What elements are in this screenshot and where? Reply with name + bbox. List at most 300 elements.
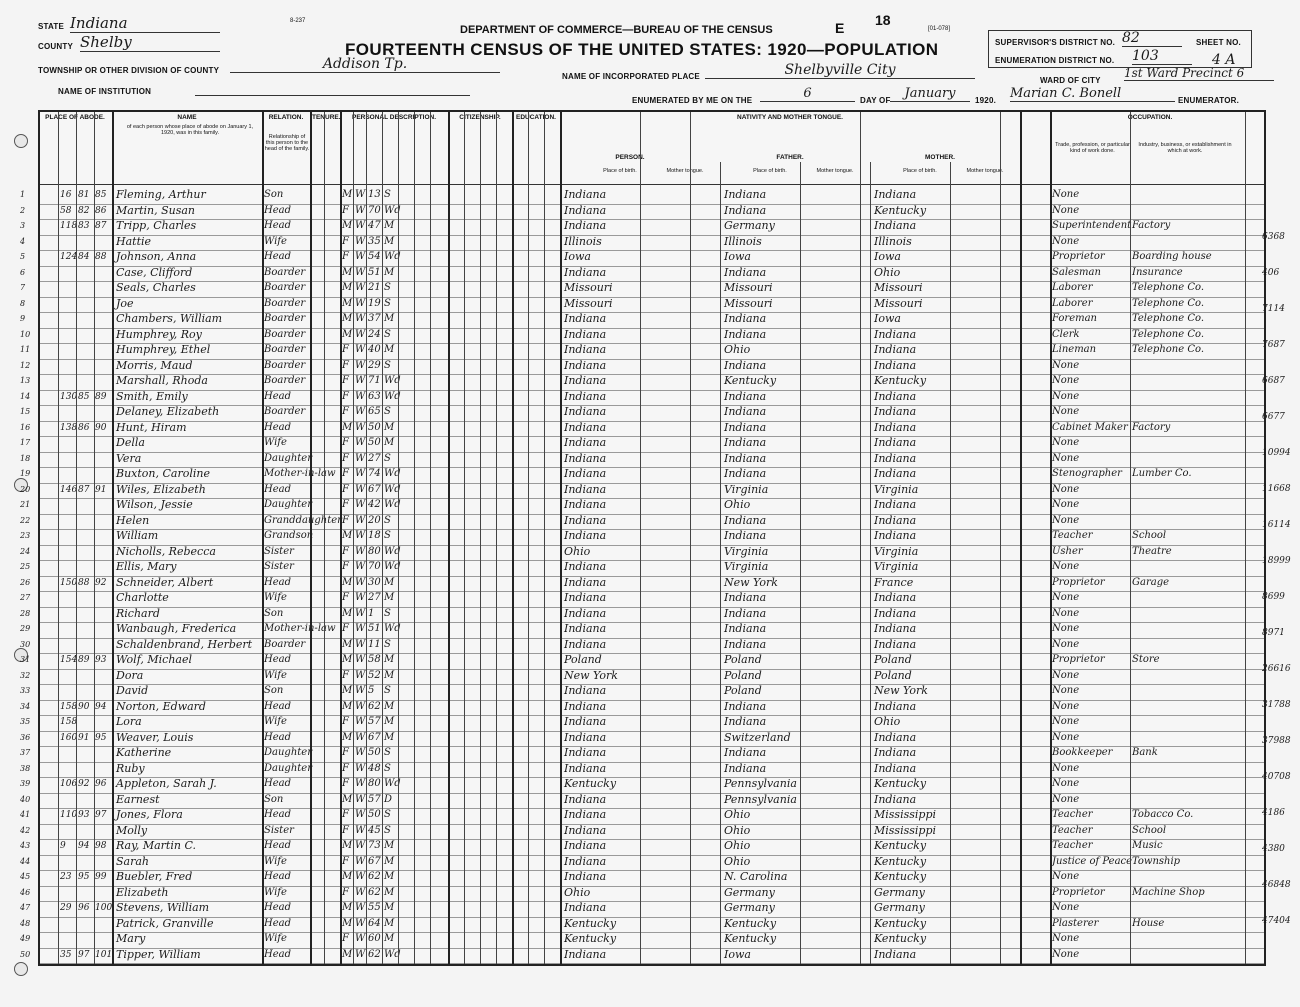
relation: Wife bbox=[264, 886, 287, 898]
trade: None bbox=[1052, 514, 1080, 526]
mother-birthplace: Mississippi bbox=[874, 823, 936, 837]
race: W bbox=[355, 282, 366, 293]
row-number: 24 bbox=[20, 546, 31, 556]
trade: None bbox=[1052, 483, 1080, 495]
sex: F bbox=[342, 809, 349, 820]
county-label: COUNTY bbox=[38, 42, 73, 51]
mother-birthplace: Virginia bbox=[874, 544, 919, 558]
trade: Cabinet Maker bbox=[1052, 421, 1128, 433]
person-birthplace-header: Place of birth. bbox=[603, 168, 637, 174]
row-number: 31 bbox=[20, 655, 31, 664]
industry bbox=[1132, 946, 1244, 964]
mother-birthplace: Indiana bbox=[874, 606, 917, 620]
person-name: Elizabeth bbox=[116, 885, 169, 899]
race: W bbox=[355, 514, 366, 526]
person-name: Joe bbox=[116, 296, 134, 310]
dwelling-number: 124 bbox=[60, 252, 78, 262]
supervisor-value: 82 bbox=[1122, 30, 1182, 47]
birthplace: Indiana bbox=[564, 792, 607, 806]
column-divider bbox=[353, 112, 354, 964]
mother-birthplace: Kentucky bbox=[874, 203, 927, 217]
sex: F bbox=[342, 561, 349, 572]
mother-birthplace: Indiana bbox=[874, 622, 917, 635]
row-number: 29 bbox=[20, 624, 31, 633]
nativity-person: PERSON. bbox=[615, 154, 645, 161]
sex: M bbox=[342, 638, 353, 650]
relation: Head bbox=[264, 421, 292, 433]
trade: None bbox=[1052, 390, 1080, 402]
father-birthplace: Indiana bbox=[724, 606, 767, 620]
race: W bbox=[355, 793, 366, 805]
industry: Boarding house bbox=[1132, 251, 1212, 262]
marital-status: Wd bbox=[384, 561, 401, 572]
birthplace: Indiana bbox=[564, 637, 607, 651]
birthplace: Indiana bbox=[564, 684, 607, 697]
marital-status: D bbox=[384, 793, 393, 805]
marital-status: M bbox=[384, 840, 395, 851]
race: W bbox=[355, 235, 366, 247]
row-number: 7 bbox=[20, 283, 26, 292]
birthplace: Indiana bbox=[564, 451, 607, 465]
margin-code: 37988 bbox=[1262, 736, 1291, 746]
mother-birthplace: Ohio bbox=[874, 715, 901, 728]
age: 51 bbox=[368, 266, 381, 278]
father-birthplace: Iowa bbox=[724, 250, 751, 263]
marital-status: S bbox=[384, 328, 391, 340]
father-birthplace: Indiana bbox=[724, 420, 767, 434]
sex: F bbox=[342, 452, 349, 464]
person-name: Charlotte bbox=[116, 591, 169, 604]
margin-code: 47404 bbox=[1262, 916, 1291, 926]
mother-birthplace: Indiana bbox=[874, 498, 917, 511]
marital-status: M bbox=[384, 344, 395, 355]
margin-code: 406 bbox=[1262, 268, 1280, 278]
father-birthplace: Missouri bbox=[724, 281, 773, 294]
father-birthplace: Ohio bbox=[724, 343, 751, 356]
visit-number: 88 bbox=[95, 252, 107, 262]
marital-status: Wd bbox=[384, 545, 401, 557]
marital-status: Wd bbox=[384, 948, 401, 960]
relation: Head bbox=[264, 840, 292, 851]
row-number: 37 bbox=[20, 748, 31, 757]
row-number: 28 bbox=[20, 608, 31, 618]
race: W bbox=[355, 390, 366, 402]
mother-birthplace: Indiana bbox=[874, 467, 917, 480]
person-name: Mary bbox=[116, 932, 146, 945]
group-name: NAME bbox=[177, 114, 197, 121]
person-name: Richard bbox=[116, 606, 160, 620]
marital-status: S bbox=[384, 607, 391, 619]
person-name: Tripp, Charles bbox=[116, 219, 197, 232]
father-birthplace: Virginia bbox=[724, 544, 769, 558]
column-divider bbox=[464, 112, 465, 964]
form-code: 8-237 bbox=[290, 18, 306, 24]
trade: None bbox=[1052, 902, 1080, 913]
state-value: Indiana bbox=[70, 14, 220, 33]
age: 52 bbox=[368, 669, 381, 681]
mother-birthplace: Indiana bbox=[874, 451, 917, 465]
supervisor-label: SUPERVISOR'S DISTRICT NO. bbox=[995, 38, 1116, 47]
sex: M bbox=[342, 793, 353, 805]
dwelling-number: 106 bbox=[60, 779, 78, 789]
column-divider bbox=[720, 162, 721, 964]
marital-status: M bbox=[384, 871, 395, 882]
mother-birthplace: Kentucky bbox=[874, 777, 927, 790]
industry: Factory bbox=[1132, 421, 1171, 433]
trade: Superintendent bbox=[1052, 220, 1132, 231]
row-number: 6 bbox=[20, 267, 26, 277]
relation: Daughter bbox=[264, 762, 312, 774]
sex: F bbox=[342, 669, 349, 681]
dwelling-number: 138 bbox=[60, 422, 78, 433]
sex: F bbox=[342, 886, 349, 898]
mother-birthplace: Missouri bbox=[874, 281, 923, 294]
column-divider bbox=[690, 112, 691, 964]
trade: Bookkeeper bbox=[1052, 747, 1113, 758]
person-name: Martin, Susan bbox=[116, 203, 196, 217]
person-name: Lora bbox=[116, 715, 142, 728]
institution-line bbox=[195, 95, 470, 96]
relation: Head bbox=[264, 251, 292, 262]
column-divider bbox=[76, 112, 77, 964]
row-number: 15 bbox=[20, 407, 31, 416]
column-divider bbox=[310, 112, 312, 964]
marital-status: S bbox=[384, 762, 391, 774]
nativity-mother: MOTHER. bbox=[925, 154, 955, 161]
age: 45 bbox=[368, 824, 381, 836]
birthplace: Indiana bbox=[564, 746, 607, 759]
age: 71 bbox=[368, 375, 381, 386]
birthplace: Indiana bbox=[564, 467, 607, 480]
enumerator-name: Marian C. Bonell bbox=[1010, 86, 1175, 102]
family-number: 96 bbox=[78, 903, 90, 913]
visit-number: 98 bbox=[95, 841, 107, 851]
trade: None bbox=[1052, 235, 1080, 247]
race: W bbox=[355, 654, 366, 665]
person-name: Stevens, William bbox=[116, 901, 210, 914]
father-birthplace: Poland bbox=[724, 653, 762, 666]
row-number: 18 bbox=[20, 453, 31, 463]
marital-status: S bbox=[384, 282, 391, 293]
margin-code: 31788 bbox=[1262, 700, 1291, 710]
birthplace: Kentucky bbox=[564, 932, 617, 945]
marital-status: M bbox=[384, 592, 395, 603]
sex: F bbox=[342, 762, 349, 774]
row-number: 41 bbox=[20, 810, 31, 819]
relation: Mother-in-law bbox=[264, 468, 336, 479]
marital-status: Wd bbox=[384, 499, 401, 510]
mother-birthplace: Kentucky bbox=[874, 932, 927, 945]
mother-birthplace: Poland bbox=[874, 653, 912, 666]
visit-number: 90 bbox=[95, 422, 107, 433]
place-label: NAME OF INCORPORATED PLACE bbox=[562, 72, 700, 81]
group-tenure: TENURE. bbox=[312, 114, 341, 121]
relation: Daughter bbox=[264, 499, 312, 510]
family-number: 89 bbox=[78, 655, 90, 665]
birthplace: Indiana bbox=[564, 699, 607, 713]
age: 51 bbox=[368, 623, 381, 634]
mother-birthplace: Indiana bbox=[874, 746, 917, 759]
birthplace: Indiana bbox=[564, 420, 607, 434]
father-birthplace: Indiana bbox=[724, 529, 767, 542]
relation: Head bbox=[264, 871, 292, 882]
industry-header: Industry, business, or establishment in which at work. bbox=[1138, 142, 1232, 154]
column-divider bbox=[800, 162, 801, 964]
sex: F bbox=[342, 716, 349, 727]
relation: Son bbox=[264, 189, 284, 200]
dwelling-number: 58 bbox=[60, 205, 72, 216]
family-number: 81 bbox=[78, 190, 90, 200]
person-name: Wiles, Elizabeth bbox=[116, 482, 206, 496]
mother-birthplace: Mississippi bbox=[874, 808, 936, 821]
row-number: 12 bbox=[20, 360, 31, 370]
dwelling-number: 110 bbox=[60, 810, 78, 820]
mother-birthplace: Indiana bbox=[874, 513, 917, 527]
enumerated-day: 6 bbox=[760, 86, 855, 102]
visit-number: 89 bbox=[95, 391, 107, 402]
state-label: STATE bbox=[38, 22, 65, 31]
age: 55 bbox=[368, 902, 381, 913]
father-birthplace: Indiana bbox=[724, 436, 767, 449]
family-number: 87 bbox=[78, 484, 90, 495]
race: W bbox=[355, 747, 366, 758]
birthplace: Indiana bbox=[564, 482, 607, 496]
page-title: FOURTEENTH CENSUS OF THE UNITED STATES: 1920—POPULATION bbox=[345, 40, 939, 59]
age: 67 bbox=[368, 731, 381, 743]
relation: Head bbox=[264, 654, 292, 665]
birthplace: Indiana bbox=[564, 730, 607, 744]
dwelling-number: 146 bbox=[60, 484, 78, 495]
trade: Proprietor bbox=[1052, 576, 1105, 588]
person-name: David bbox=[116, 684, 149, 697]
race: W bbox=[355, 762, 366, 774]
trade: None bbox=[1052, 406, 1080, 417]
birthplace: Indiana bbox=[564, 715, 607, 728]
birthplace: Indiana bbox=[564, 823, 607, 837]
margin-code: 11668 bbox=[1262, 484, 1291, 494]
marital-status: Wd bbox=[384, 468, 401, 479]
father-birthplace: Indiana bbox=[724, 327, 767, 341]
mother-birthplace: Illinois bbox=[874, 234, 912, 248]
marital-status: M bbox=[384, 716, 395, 727]
birthplace: Indiana bbox=[564, 327, 607, 341]
race: W bbox=[355, 824, 366, 836]
column-divider bbox=[480, 112, 481, 964]
enumerated-label: ENUMERATED BY ME ON THE bbox=[632, 96, 753, 105]
industry: School bbox=[1132, 824, 1167, 836]
trade: Stenographer bbox=[1052, 468, 1122, 479]
marital-status: M bbox=[384, 669, 395, 681]
column-divider bbox=[1130, 112, 1131, 964]
sex: F bbox=[342, 390, 349, 402]
row-number: 46 bbox=[20, 887, 31, 897]
sex: F bbox=[342, 778, 349, 789]
family-number: 88 bbox=[78, 577, 90, 588]
age: 47 bbox=[368, 220, 381, 231]
trade: None bbox=[1052, 204, 1080, 216]
column-divider bbox=[448, 112, 450, 964]
column-divider bbox=[496, 112, 497, 964]
person-name: Dora bbox=[116, 668, 144, 682]
dwelling-number: 16 bbox=[60, 190, 72, 200]
age: 62 bbox=[368, 948, 381, 960]
person-name: Earnest bbox=[116, 792, 160, 806]
age: 70 bbox=[368, 561, 381, 572]
marital-status: S bbox=[384, 297, 391, 309]
father-birthplace: Indiana bbox=[724, 746, 767, 759]
age: 80 bbox=[368, 545, 381, 557]
birthplace: Indiana bbox=[564, 343, 607, 356]
father-birthplace: Indiana bbox=[724, 312, 767, 325]
race: W bbox=[355, 576, 366, 588]
institution-label: NAME OF INSTITUTION bbox=[58, 87, 152, 96]
industry: Store bbox=[1132, 654, 1160, 665]
birthplace: Indiana bbox=[564, 203, 607, 217]
relation: Mother-in-law bbox=[264, 623, 336, 634]
relation: Head bbox=[264, 731, 292, 743]
column-divider bbox=[398, 112, 399, 964]
person-name: Schneider, Albert bbox=[116, 575, 214, 589]
age: 62 bbox=[368, 886, 381, 898]
industry: Machine Shop bbox=[1132, 886, 1205, 898]
marital-status: Wd bbox=[384, 778, 401, 789]
relation: Granddaughter bbox=[264, 514, 342, 526]
visit-number: 97 bbox=[95, 810, 107, 820]
trade-header: Trade, profession, or particular kind of work done. bbox=[1055, 142, 1130, 154]
age: 29 bbox=[368, 359, 381, 371]
census-table bbox=[20, 110, 1266, 966]
age: 50 bbox=[368, 747, 381, 758]
row-number: 39 bbox=[20, 779, 31, 788]
relation: Boarder bbox=[264, 359, 306, 371]
marital-status: M bbox=[384, 902, 395, 913]
mother-birthplace: Kentucky bbox=[874, 374, 927, 387]
age: 20 bbox=[368, 514, 381, 526]
birthplace: Indiana bbox=[564, 374, 607, 387]
race: W bbox=[355, 266, 366, 278]
age: 64 bbox=[368, 917, 381, 929]
person-name: Vera bbox=[116, 451, 142, 465]
birthplace: Illinois bbox=[564, 234, 602, 248]
marital-status: M bbox=[384, 855, 395, 867]
person-name: Wanbaugh, Frederica bbox=[116, 622, 237, 635]
age: 5 bbox=[368, 685, 375, 696]
trade: None bbox=[1052, 793, 1080, 805]
father-birthplace: Switzerland bbox=[724, 730, 791, 744]
person-name: Patrick, Granville bbox=[116, 916, 214, 930]
industry: Telephone Co. bbox=[1132, 328, 1205, 340]
person-name: Hattie bbox=[116, 234, 152, 248]
race: W bbox=[355, 607, 366, 619]
race: W bbox=[355, 437, 366, 448]
father-birthplace: Poland bbox=[724, 668, 762, 682]
race: W bbox=[355, 638, 366, 650]
father-birthplace: Virginia bbox=[724, 482, 769, 496]
age: 50 bbox=[368, 421, 381, 433]
row-number: 2 bbox=[20, 205, 26, 215]
age: 67 bbox=[368, 855, 381, 867]
trade: None bbox=[1052, 592, 1080, 603]
row-number: 34 bbox=[20, 701, 31, 711]
marital-status: M bbox=[384, 220, 395, 231]
relation: Boarder bbox=[264, 328, 306, 340]
family-number: 93 bbox=[78, 810, 90, 820]
race: W bbox=[355, 948, 366, 960]
row-number: 19 bbox=[20, 469, 31, 478]
age: 57 bbox=[368, 793, 381, 805]
relation: Head bbox=[264, 390, 292, 402]
group-place-of-abode: PLACE OF ABODE. bbox=[45, 114, 105, 121]
age: 70 bbox=[368, 204, 381, 216]
relation: Wife bbox=[264, 592, 287, 603]
sex: M bbox=[342, 902, 353, 913]
trade: None bbox=[1052, 499, 1080, 510]
row-number: 5 bbox=[20, 252, 26, 261]
row-number: 36 bbox=[20, 732, 31, 742]
row-number: 8 bbox=[20, 298, 26, 308]
sheet-letter: E bbox=[835, 20, 845, 36]
county-value: Shelby bbox=[80, 33, 220, 52]
visit-number: 93 bbox=[95, 655, 107, 665]
mother-birthplace: Indiana bbox=[874, 529, 917, 542]
mother-birthplace: Indiana bbox=[874, 591, 917, 604]
dwelling-number: 35 bbox=[60, 949, 72, 960]
race: W bbox=[355, 189, 366, 200]
age: 58 bbox=[368, 654, 381, 665]
race: W bbox=[355, 731, 366, 743]
family-number: 95 bbox=[78, 872, 90, 882]
trade: Teacher bbox=[1052, 824, 1093, 836]
mother-birthplace: Indiana bbox=[874, 699, 917, 713]
row-number: 3 bbox=[20, 221, 26, 230]
column-divider bbox=[860, 112, 861, 964]
industry: Insurance bbox=[1132, 266, 1183, 278]
marital-status: S bbox=[384, 514, 391, 526]
father-birthplace: Indiana bbox=[724, 622, 767, 635]
margin-code: 40708 bbox=[1262, 772, 1291, 782]
trade: Laborer bbox=[1052, 297, 1093, 309]
margin-code: 8699 bbox=[1262, 592, 1285, 602]
father-birthplace: Germany bbox=[724, 901, 775, 914]
marital-status: Wd bbox=[384, 251, 401, 262]
row-number: 50 bbox=[20, 949, 31, 959]
mother-birthplace: Missouri bbox=[874, 296, 923, 310]
binder-hole bbox=[14, 134, 28, 148]
mother-birthplace: Indiana bbox=[874, 405, 917, 418]
family-number: 83 bbox=[78, 221, 90, 231]
person-name: Wolf, Michael bbox=[116, 653, 192, 666]
trade: None bbox=[1052, 685, 1080, 696]
sex: F bbox=[342, 855, 349, 867]
trade: None bbox=[1052, 948, 1080, 960]
family-number: 86 bbox=[78, 422, 90, 433]
sex: M bbox=[342, 266, 353, 278]
marital-status: S bbox=[384, 685, 391, 696]
row-number: 25 bbox=[20, 562, 31, 571]
column-divider bbox=[262, 112, 264, 964]
father-birthplace: Kentucky bbox=[724, 374, 777, 387]
industry: Telephone Co. bbox=[1132, 282, 1205, 293]
relation: Head bbox=[264, 700, 292, 712]
row-number: 48 bbox=[20, 918, 31, 928]
person-name: Johnson, Anna bbox=[116, 250, 197, 263]
sex: M bbox=[342, 871, 353, 882]
dwelling-number: 29 bbox=[60, 903, 72, 913]
row-number: 21 bbox=[20, 500, 31, 509]
place-value: Shelbyville City bbox=[705, 62, 975, 79]
sex: M bbox=[342, 840, 353, 851]
column-divider bbox=[58, 112, 59, 964]
